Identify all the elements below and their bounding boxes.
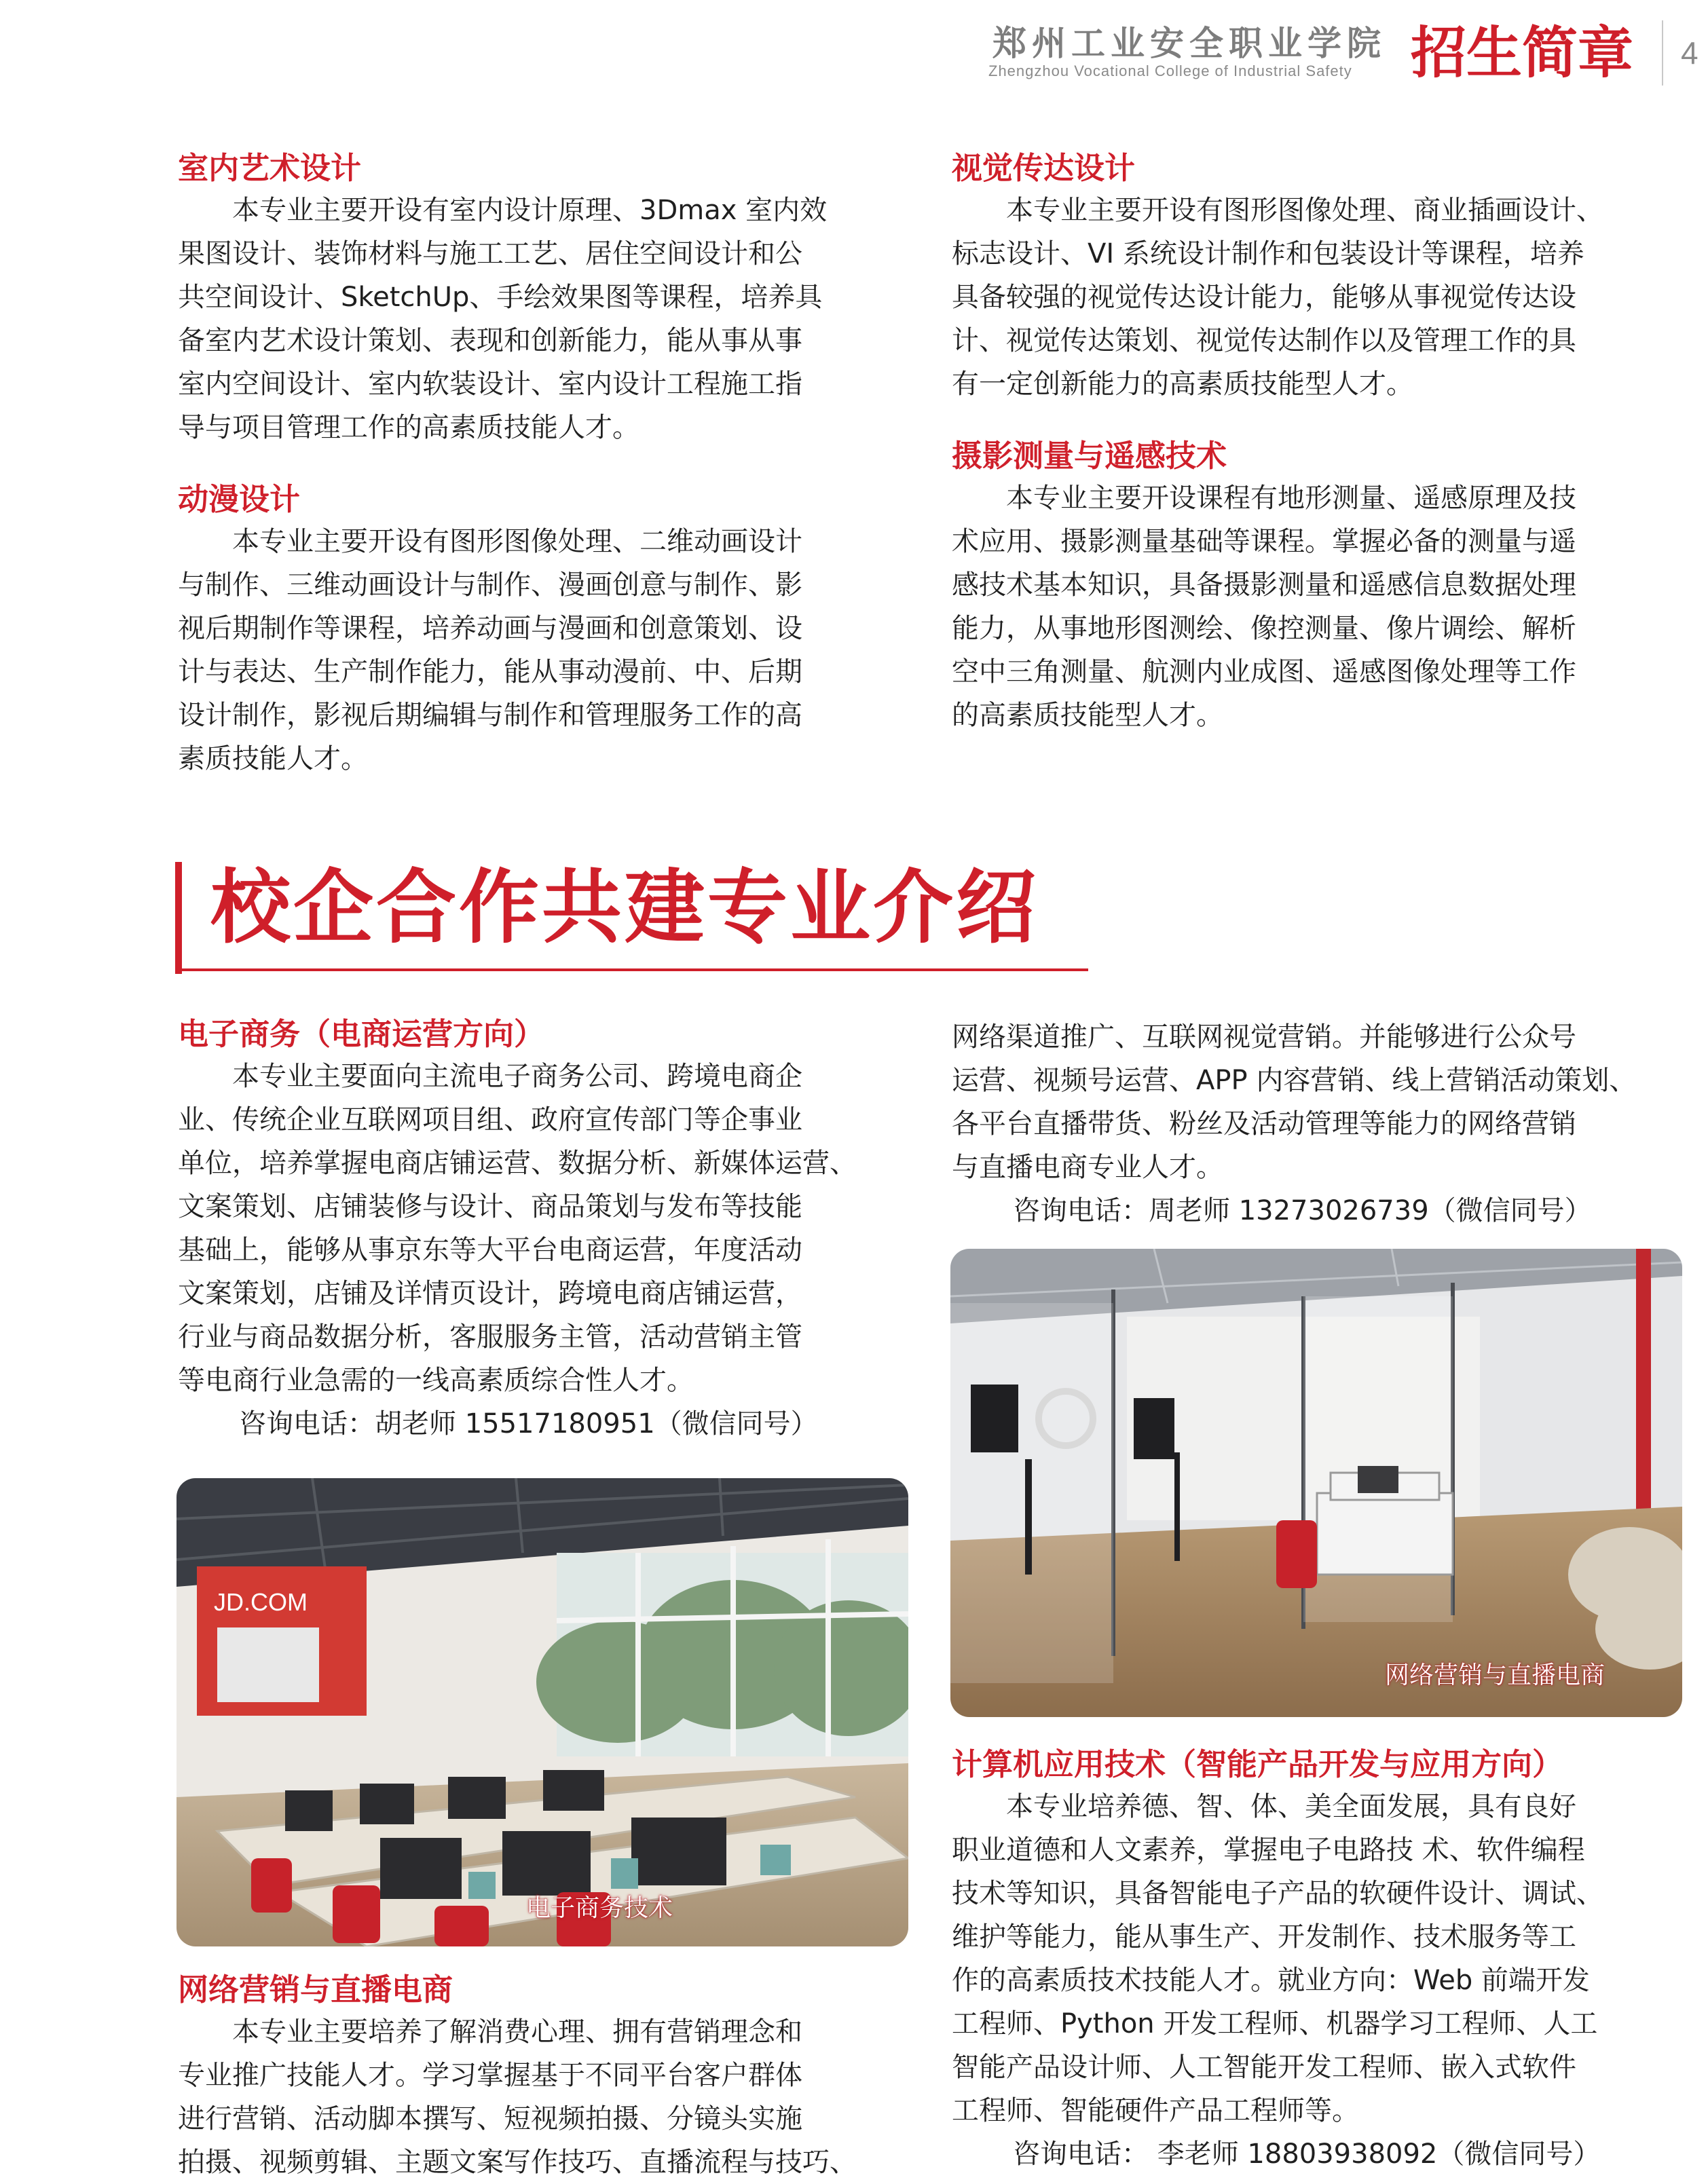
text-line: 本专业主要开设有图形图像处理、商业插画设计、 <box>1006 195 1603 226</box>
text-line: 维护等能力，能从事生产、开发制作、技术服务等工 <box>952 1921 1576 1953</box>
text-line: 文案策划、店铺装修与设计、商品策划与发布等技能 <box>178 1191 802 1222</box>
text-line: 设计制作，影视后期编辑与制作和管理服务工作的高 <box>178 700 802 731</box>
section-body <box>178 1055 908 1402</box>
section-title: 室内艺术设计 <box>178 150 362 186</box>
text-line: 工程师、Python 开发工程师、机器学习工程师、人工 <box>952 2008 1598 2039</box>
section-body <box>952 189 1682 406</box>
text-line: 拍摄、视频剪辑、主题文案写作技巧、直播流程与技巧、 <box>178 2147 857 2178</box>
section-network-marketing-continued <box>952 1015 1682 1232</box>
text-line: 各平台直播带货、粉丝及活动管理等能力的网络营销 <box>952 1108 1576 1140</box>
page-number: 4 <box>1681 35 1698 71</box>
text-line: 本专业主要开设有图形图像处理、二维动画设计 <box>232 526 802 557</box>
section-visual-communication <box>952 148 1682 406</box>
photo-caption-livestream: 网络营销与直播电商 <box>1385 1661 1605 1689</box>
section-body <box>178 2010 908 2184</box>
section-body <box>178 189 908 449</box>
header-college-english: Zhengzhou Vocational College of Industrial Safety <box>988 62 1352 79</box>
text-line: 本专业主要培养了解消费心理、拥有营销理念和 <box>232 2016 802 2048</box>
banner-heading: 校企合作共建专业介绍 <box>210 860 1039 954</box>
text-line: 本专业主要面向主流电子商务公司、跨境电商企 <box>232 1061 802 1092</box>
section-title: 视觉传达设计 <box>952 150 1136 186</box>
text-line: 作的高素质技术技能人才。就业方向：Web 前端开发 <box>952 1965 1590 1996</box>
text-line: 网络渠道推广、互联网视觉营销。并能够进行公众号 <box>952 1021 1576 1053</box>
text-line: 有一定创新能力的高素质技能型人才。 <box>952 369 1413 400</box>
text-line: 进行营销、活动脚本撰写、短视频拍摄、分镜头实施 <box>178 2103 802 2134</box>
text-line: 能力，从事地形图测绘、像控测量、像片调绘、解析 <box>952 613 1576 644</box>
text-line: 与直播电商专业人才。 <box>952 1152 1223 1183</box>
jd-logo: JD.COM <box>214 1588 308 1616</box>
text-line: 专业推广技能人才。学习掌握基于不同平台客户群体 <box>178 2060 802 2091</box>
header-title: 招生简章 <box>1411 20 1634 86</box>
banner-accent-bar <box>175 862 182 974</box>
contact-phone: 咨询电话： 李老师 18803938092（微信同号） <box>1013 2139 1601 2170</box>
photo-caption-ecommerce: 电子商务技术 <box>526 1894 673 1922</box>
section-body <box>178 520 908 780</box>
section-body <box>952 1015 1682 1189</box>
text-line: 本专业主要开设有室内设计原理、3Dmax 室内效 <box>232 195 828 226</box>
text-line: 具备较强的视觉传达设计能力，能够从事视觉传达设 <box>952 282 1576 313</box>
section-title: 电子商务（电商运营方向） <box>178 1016 545 1052</box>
photo-ecommerce-lab <box>177 1478 908 1946</box>
section-body <box>952 1785 1682 2132</box>
section-photogrammetry <box>952 436 1682 737</box>
text-line: 空中三角测量、航测内业成图、遥感图像处理等工作 <box>952 656 1576 688</box>
section-title: 动漫设计 <box>178 481 301 517</box>
text-line: 室内空间设计、室内软装设计、室内设计工程施工指 <box>178 369 802 400</box>
text-line: 共空间设计、SketchUp、手绘效果图等课程，培养具 <box>178 282 823 313</box>
text-line: 标志设计、VI 系统设计制作和包装设计等课程，培养 <box>952 238 1584 269</box>
text-line: 本专业培养德、智、体、美全面发展，具有良好 <box>1006 1791 1576 1822</box>
text-line: 业、传统企业互联网项目组、政府宣传部门等企事业 <box>178 1104 802 1135</box>
text-line: 本专业主要开设课程有地形测量、遥感原理及技 <box>1006 483 1576 514</box>
section-body <box>952 476 1682 737</box>
text-line: 计与表达、生产制作能力，能从事动漫前、中、后期 <box>178 656 802 688</box>
text-line: 计、视觉传达策划、视觉传达制作以及管理工作的具 <box>952 325 1576 356</box>
text-line: 备室内艺术设计策划、表现和创新能力，能从事从事 <box>178 325 802 356</box>
text-line: 等电商行业急需的一线高素质综合性人才。 <box>178 1365 694 1396</box>
text-line: 果图设计、装饰材料与施工工艺、居住空间设计和公 <box>178 238 802 269</box>
text-line: 素质技能人才。 <box>178 743 368 774</box>
contact-phone: 咨询电话：周老师 13273026739（微信同号） <box>1013 1195 1592 1226</box>
section-animation-design <box>178 479 908 780</box>
text-line: 单位，培养掌握电商店铺运营、数据分析、新媒体运营、 <box>178 1148 857 1179</box>
text-line: 工程师、智能硬件产品工程师等。 <box>952 2095 1359 2126</box>
text-line: 行业与商品数据分析，客服服务主管，活动营销主管 <box>178 1321 802 1353</box>
text-line: 文案策划，店铺及详情页设计，跨境电商店铺运营， <box>178 1278 802 1309</box>
text-line: 视后期制作等课程，培养动画与漫画和创意策划、设 <box>178 613 802 644</box>
section-title: 网络营销与直播电商 <box>178 1972 453 2008</box>
section-interior-design <box>178 148 908 449</box>
section-computer-application <box>952 1744 1682 2176</box>
text-line: 运营、视频号运营、APP 内容营销、线上营销活动策划、 <box>952 1065 1637 1096</box>
banner-underline <box>175 968 1088 971</box>
section-ecommerce <box>178 1014 908 1446</box>
contact-phone: 咨询电话：胡老师 15517180951（微信同号） <box>239 1408 818 1439</box>
text-line: 基础上，能够从事京东等大平台电商运营，年度活动 <box>178 1235 802 1266</box>
section-network-marketing <box>178 1970 908 2184</box>
text-line: 感技术基本知识，具备摄影测量和遥感信息数据处理 <box>952 569 1576 601</box>
text-line: 智能产品设计师、人工智能开发工程师、嵌入式软件 <box>952 2052 1576 2083</box>
photo-livestream-studio <box>950 1249 1682 1717</box>
text-line: 与制作、三维动画设计与制作、漫画创意与制作、影 <box>178 569 802 601</box>
text-line: 的高素质技能型人才。 <box>952 700 1223 731</box>
header-divider <box>1662 20 1663 86</box>
text-line: 职业道德和人文素养，掌握电子电路技 术、软件编程 <box>952 1834 1585 1866</box>
text-line: 技术等知识，具备智能电子产品的软硬件设计、调试、 <box>952 1878 1603 1909</box>
section-title: 计算机应用技术（智能产品开发与应用方向） <box>952 1746 1563 1782</box>
header-college-name: 郑州工业安全职业学院 <box>992 23 1386 63</box>
section-title: 摄影测量与遥感技术 <box>952 438 1227 474</box>
text-line: 导与项目管理工作的高素质技能人才。 <box>178 412 639 443</box>
text-line: 术应用、摄影测量基础等课程。掌握必备的测量与遥 <box>952 526 1576 557</box>
